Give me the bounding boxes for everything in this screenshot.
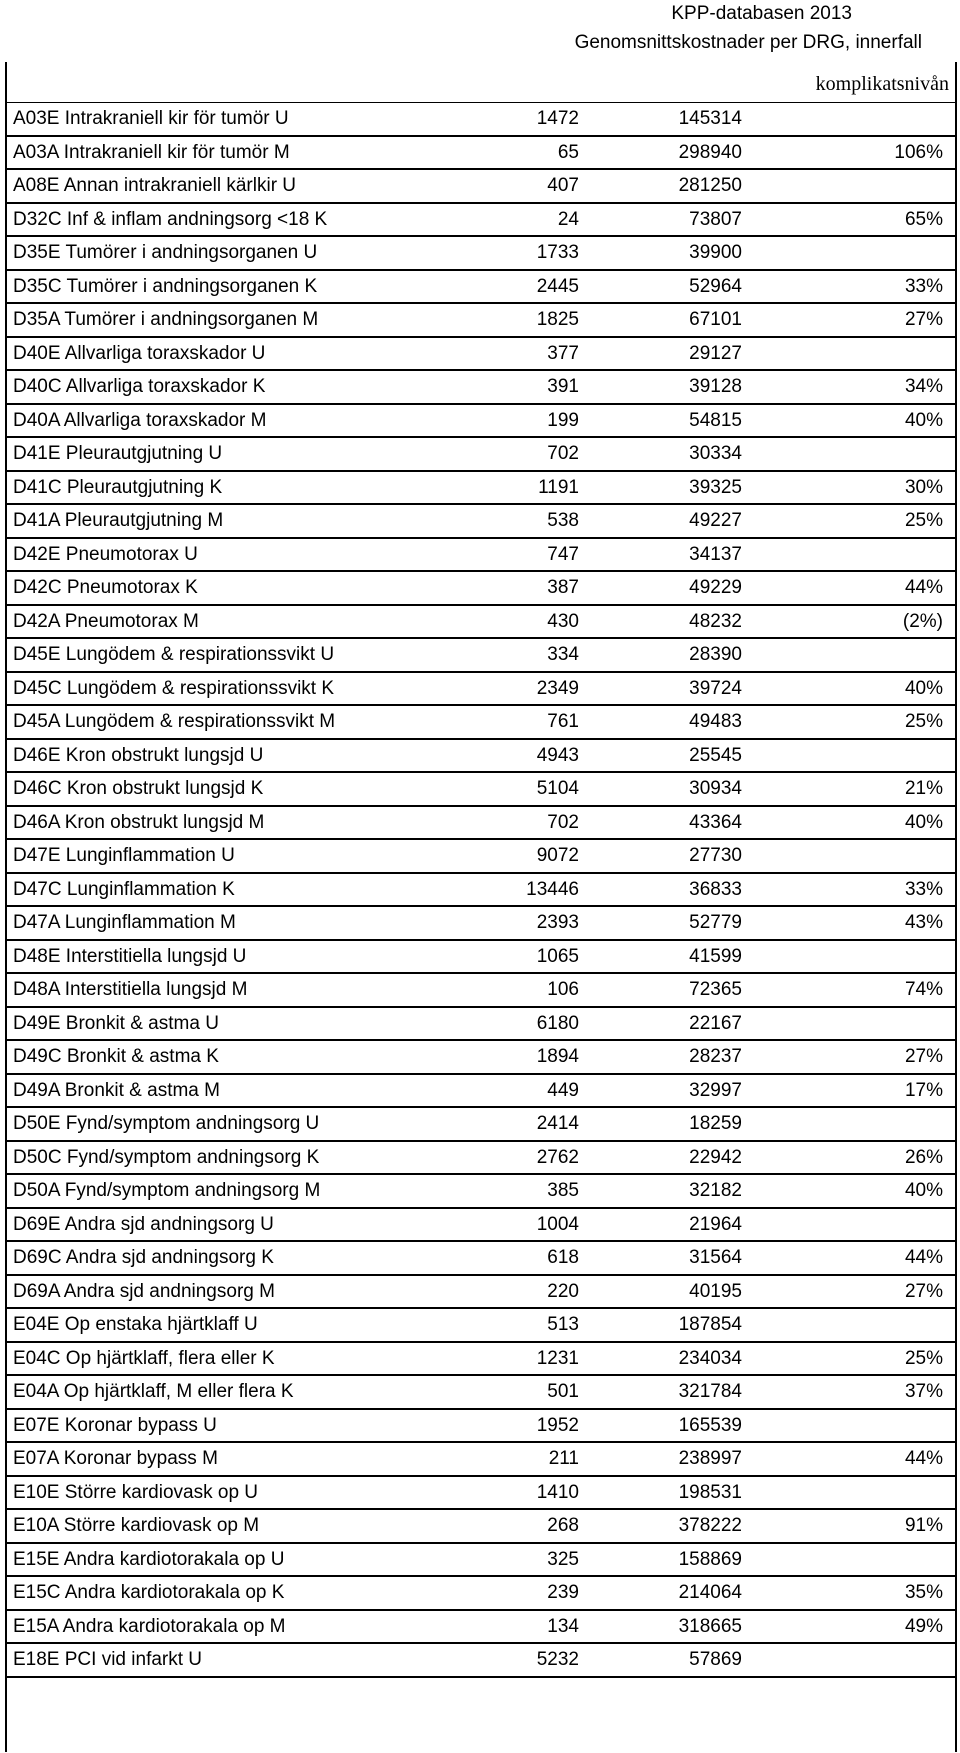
table-header [7, 62, 955, 102]
avg-cost-cell: 198531 [678, 1481, 742, 1503]
table-row [7, 1410, 955, 1444]
table-row [7, 103, 955, 137]
drg-name-cell: D46A Kron obstrukt lungsjd M [13, 811, 265, 833]
case-count-cell: 618 [547, 1247, 579, 1268]
table-row [7, 1242, 955, 1276]
case-count-cell: 702 [547, 811, 579, 833]
drg-name-cell: D49A Bronkit & astma M [13, 1079, 220, 1101]
table-row [7, 204, 955, 238]
table-row [7, 639, 955, 673]
complication-pct-cell: 37% [904, 1381, 943, 1402]
avg-cost-cell: 321784 [678, 1381, 742, 1402]
drg-name-cell: D49C Bronkit & astma K [13, 1046, 219, 1067]
case-count-cell: 106 [547, 979, 579, 1000]
avg-cost-cell: 29127 [689, 342, 742, 364]
document-title [0, 0, 960, 62]
drg-name-cell: E04E Op enstaka hjärtklaff U [13, 1314, 258, 1335]
complication-pct-cell: 27% [904, 1046, 943, 1067]
table-row [7, 1142, 955, 1176]
drg-name-cell: D42C Pneumotorax K [13, 577, 198, 598]
drg-name-cell: D42A Pneumotorax M [13, 610, 199, 632]
drg-name-cell: D35C Tumörer i andningsorganen K [13, 275, 318, 297]
table-row [7, 1041, 955, 1075]
avg-cost-cell: 48232 [689, 610, 742, 632]
case-count-cell: 13446 [526, 878, 579, 900]
drg-name-cell: E04A Op hjärtklaff, M eller flera K [13, 1381, 294, 1402]
case-count-cell: 134 [547, 1615, 579, 1637]
table-row [7, 1175, 955, 1209]
case-count-cell: 407 [547, 175, 579, 196]
complication-pct-cell: 26% [904, 1146, 943, 1168]
case-count-cell: 430 [547, 610, 579, 632]
drg-name-cell: E15A Andra kardiotorakala op M [13, 1615, 286, 1637]
case-count-cell: 1004 [536, 1213, 579, 1235]
drg-name-cell: D40C Allvarliga toraxskador K [13, 376, 266, 397]
complication-pct-cell: 49% [904, 1615, 943, 1637]
table-row [7, 1209, 955, 1243]
table-row [7, 271, 955, 305]
case-count-cell: 1231 [536, 1347, 579, 1369]
case-count-cell: 2445 [536, 275, 579, 297]
complication-pct-cell: 25% [904, 711, 943, 732]
complication-pct-cell: 21% [904, 778, 943, 799]
avg-cost-cell: 31564 [689, 1247, 742, 1268]
complication-pct-cell: 40% [904, 1180, 943, 1201]
case-count-cell: 513 [547, 1314, 579, 1335]
case-count-cell: 268 [547, 1515, 579, 1536]
table-row [7, 1510, 955, 1544]
avg-cost-cell: 165539 [678, 1414, 742, 1436]
complication-pct-cell: 44% [904, 577, 943, 598]
drg-name-cell: D69A Andra sjd andningsorg M [13, 1280, 275, 1302]
case-count-cell: 4943 [536, 744, 579, 766]
table-row [7, 974, 955, 1008]
avg-cost-cell: 30334 [689, 443, 742, 464]
table-row [7, 740, 955, 774]
case-count-cell: 1825 [536, 309, 579, 330]
avg-cost-cell: 49483 [689, 711, 742, 732]
case-count-cell: 24 [557, 208, 579, 230]
case-count-cell: 1410 [536, 1481, 579, 1503]
complication-pct-cell: 43% [904, 912, 943, 933]
avg-cost-cell: 67101 [689, 309, 742, 330]
complication-pct-cell: 106% [894, 141, 943, 163]
avg-cost-cell: 49229 [689, 577, 742, 598]
drg-name-cell: D47A Lunginflammation M [13, 912, 236, 933]
drg-name-cell: E15E Andra kardiotorakala op U [13, 1548, 285, 1570]
table-row [7, 137, 955, 171]
drg-name-cell: E10A Större kardiovask op M [13, 1515, 260, 1536]
case-count-cell: 239 [547, 1582, 579, 1603]
drg-name-cell: D47E Lunginflammation U [13, 845, 235, 866]
avg-cost-cell: 57869 [689, 1649, 742, 1670]
drg-name-cell: D41E Pleurautgjutning U [13, 443, 223, 464]
table-row [7, 1443, 955, 1477]
table-row [7, 1309, 955, 1343]
complication-pct-cell: 33% [904, 878, 943, 900]
complication-pct-cell: 27% [904, 309, 943, 330]
case-count-cell: 6180 [536, 1012, 579, 1034]
drg-name-cell: E15C Andra kardiotorakala op K [13, 1582, 285, 1603]
table-row [7, 907, 955, 941]
drg-name-cell: D50A Fynd/symptom andningsorg M [13, 1180, 321, 1201]
drg-name-cell: E04C Op hjärtklaff, flera eller K [13, 1347, 275, 1369]
avg-cost-cell: 281250 [678, 175, 742, 196]
table-row [7, 1577, 955, 1611]
avg-cost-cell: 158869 [678, 1548, 742, 1570]
avg-cost-cell: 145314 [678, 108, 742, 129]
drg-name-cell: A08E Annan intrakraniell kärlkir U [13, 175, 297, 196]
drg-name-cell: D49E Bronkit & astma U [13, 1012, 219, 1034]
table-row [7, 472, 955, 506]
drg-name-cell: D47C Lunginflammation K [13, 878, 235, 900]
drg-name-cell: A03E Intrakraniell kir för tumör U [13, 108, 289, 129]
avg-cost-cell: 39325 [689, 476, 742, 498]
avg-cost-cell: 49227 [689, 510, 742, 531]
table-row [7, 807, 955, 841]
table-row [7, 237, 955, 271]
avg-cost-cell: 41599 [689, 945, 742, 967]
case-count-cell: 65 [557, 141, 579, 163]
avg-cost-cell: 39128 [689, 376, 742, 397]
drg-cost-table [5, 62, 957, 1752]
table-row [7, 405, 955, 439]
table-row [7, 874, 955, 908]
drg-name-cell: D35A Tumörer i andningsorganen M [13, 309, 319, 330]
avg-cost-cell: 52779 [689, 912, 742, 933]
complication-pct-cell: 65% [904, 208, 943, 230]
case-count-cell: 377 [547, 342, 579, 364]
drg-name-cell: D48A Interstitiella lungsjd M [13, 979, 248, 1000]
complication-pct-cell: 40% [904, 409, 943, 431]
table-row [7, 572, 955, 606]
avg-cost-cell: 22167 [689, 1012, 742, 1034]
case-count-cell: 9072 [536, 845, 579, 866]
table-row [7, 1276, 955, 1310]
drg-name-cell: D50C Fynd/symptom andningsorg K [13, 1146, 320, 1168]
case-count-cell: 387 [547, 577, 579, 598]
avg-cost-cell: 30934 [689, 778, 742, 799]
case-count-cell: 2349 [536, 677, 579, 699]
table-row [7, 1376, 955, 1410]
table-row [7, 706, 955, 740]
avg-cost-cell: 21964 [689, 1213, 742, 1235]
avg-cost-cell: 32182 [689, 1180, 742, 1201]
table-row [7, 673, 955, 707]
complication-pct-cell: 25% [904, 1347, 943, 1369]
table-row [7, 304, 955, 338]
avg-cost-cell: 214064 [678, 1582, 742, 1603]
complication-pct-cell: 74% [904, 979, 943, 1000]
avg-cost-cell: 25545 [689, 744, 742, 766]
avg-cost-cell: 22942 [689, 1146, 742, 1168]
case-count-cell: 449 [547, 1079, 579, 1101]
drg-name-cell: D40A Allvarliga toraxskador M [13, 409, 267, 431]
case-count-cell: 1894 [536, 1046, 579, 1067]
case-count-cell: 702 [547, 443, 579, 464]
case-count-cell: 747 [547, 543, 579, 565]
drg-name-cell: D50E Fynd/symptom andningsorg U [13, 1113, 320, 1134]
table-row [7, 1544, 955, 1578]
avg-cost-cell: 34137 [689, 543, 742, 565]
table-row [7, 338, 955, 372]
table-row [7, 438, 955, 472]
case-count-cell: 211 [548, 1448, 579, 1469]
table-row [7, 1477, 955, 1511]
avg-cost-cell: 54815 [689, 409, 742, 431]
complication-pct-cell: 44% [904, 1448, 943, 1469]
drg-name-cell: D42E Pneumotorax U [13, 543, 198, 565]
case-count-cell: 2762 [536, 1146, 579, 1168]
table-row [7, 1644, 955, 1678]
table-row [7, 840, 955, 874]
case-count-cell: 5104 [536, 778, 579, 799]
table-row [7, 1611, 955, 1645]
case-count-cell: 2414 [536, 1113, 579, 1134]
drg-name-cell: D69E Andra sjd andningsorg U [13, 1213, 274, 1235]
drg-name-cell: D35E Tumörer i andningsorganen U [13, 242, 318, 263]
table-row [7, 606, 955, 640]
case-count-cell: 761 [547, 711, 579, 732]
complication-pct-cell: 34% [904, 376, 943, 397]
case-count-cell: 220 [547, 1280, 579, 1302]
avg-cost-cell: 39900 [689, 242, 742, 263]
table-row [7, 1108, 955, 1142]
case-count-cell: 1472 [536, 108, 579, 129]
avg-cost-cell: 234034 [678, 1347, 742, 1369]
avg-cost-cell: 318665 [678, 1615, 742, 1637]
drg-name-cell: D45E Lungödem & respirationssvikt U [13, 644, 335, 665]
table-row [7, 371, 955, 405]
drg-name-cell: D69C Andra sjd andningsorg K [13, 1247, 274, 1268]
title-line-2: Genomsnittskostnader per DRG, innerfall [574, 32, 922, 53]
drg-name-cell: D46E Kron obstrukt lungsjd U [13, 744, 264, 766]
case-count-cell: 391 [547, 376, 579, 397]
avg-cost-cell: 187854 [678, 1314, 742, 1335]
case-count-cell: 1191 [538, 476, 579, 498]
avg-cost-cell: 298940 [678, 141, 742, 163]
complication-pct-cell: 35% [904, 1582, 943, 1603]
complication-pct-cell: (2%) [902, 610, 943, 632]
avg-cost-cell: 378222 [678, 1515, 742, 1536]
drg-name-cell: E07E Koronar bypass U [13, 1414, 217, 1436]
drg-name-cell: D32C Inf & inflam andningsorg <18 K [13, 208, 328, 230]
complication-pct-cell: 30% [904, 476, 943, 498]
avg-cost-cell: 40195 [689, 1280, 742, 1302]
case-count-cell: 1065 [536, 945, 579, 967]
table-body [7, 102, 955, 1678]
drg-name-cell: D48E Interstitiella lungsjd U [13, 945, 247, 967]
drg-name-cell: E18E PCI vid infarkt U [13, 1649, 203, 1670]
case-count-cell: 1733 [536, 242, 579, 263]
avg-cost-cell: 28390 [689, 644, 742, 665]
table-row [7, 773, 955, 807]
table-row [7, 1343, 955, 1377]
complication-pct-cell: 40% [904, 677, 943, 699]
avg-cost-cell: 39724 [689, 677, 742, 699]
case-count-cell: 538 [547, 510, 579, 531]
case-count-cell: 385 [547, 1180, 579, 1201]
complication-pct-cell: 27% [904, 1280, 943, 1302]
case-count-cell: 501 [547, 1381, 579, 1402]
case-count-cell: 325 [547, 1548, 579, 1570]
avg-cost-cell: 36833 [689, 878, 742, 900]
table-row [7, 170, 955, 204]
drg-name-cell: D45A Lungödem & respirationssvikt M [13, 711, 336, 732]
avg-cost-cell: 43364 [689, 811, 742, 833]
case-count-cell: 334 [547, 644, 579, 665]
drg-name-cell: A03A Intrakraniell kir för tumör M [13, 141, 290, 163]
avg-cost-cell: 28237 [689, 1046, 742, 1067]
avg-cost-cell: 72365 [689, 979, 742, 1000]
drg-name-cell: D41A Pleurautgjutning M [13, 510, 224, 531]
drg-name-cell: E10E Större kardiovask op U [13, 1481, 259, 1503]
complication-pct-cell: 40% [904, 811, 943, 833]
column-header-complication-level: komplikatsnivån [815, 73, 949, 95]
avg-cost-cell: 27730 [689, 845, 742, 866]
drg-name-cell: D46C Kron obstrukt lungsjd K [13, 778, 264, 799]
table-row [7, 941, 955, 975]
table-row [7, 1075, 955, 1109]
avg-cost-cell: 73807 [689, 208, 742, 230]
table-row [7, 539, 955, 573]
complication-pct-cell: 44% [904, 1247, 943, 1268]
avg-cost-cell: 32997 [689, 1079, 742, 1101]
table-row [7, 505, 955, 539]
drg-name-cell: D41C Pleurautgjutning K [13, 476, 223, 498]
complication-pct-cell: 25% [904, 510, 943, 531]
case-count-cell: 2393 [536, 912, 579, 933]
complication-pct-cell: 33% [904, 275, 943, 297]
drg-name-cell: D45C Lungödem & respirationssvikt K [13, 677, 335, 699]
case-count-cell: 1952 [536, 1414, 579, 1436]
table-row [7, 1008, 955, 1042]
avg-cost-cell: 52964 [689, 275, 742, 297]
title-line-1: KPP-databasen 2013 [671, 3, 852, 24]
complication-pct-cell: 17% [904, 1079, 943, 1101]
avg-cost-cell: 18259 [689, 1113, 742, 1134]
case-count-cell: 199 [547, 409, 579, 431]
case-count-cell: 5232 [536, 1649, 579, 1670]
drg-name-cell: D40E Allvarliga toraxskador U [13, 342, 266, 364]
complication-pct-cell: 91% [904, 1515, 943, 1536]
avg-cost-cell: 238997 [678, 1448, 742, 1469]
drg-name-cell: E07A Koronar bypass M [13, 1448, 218, 1469]
